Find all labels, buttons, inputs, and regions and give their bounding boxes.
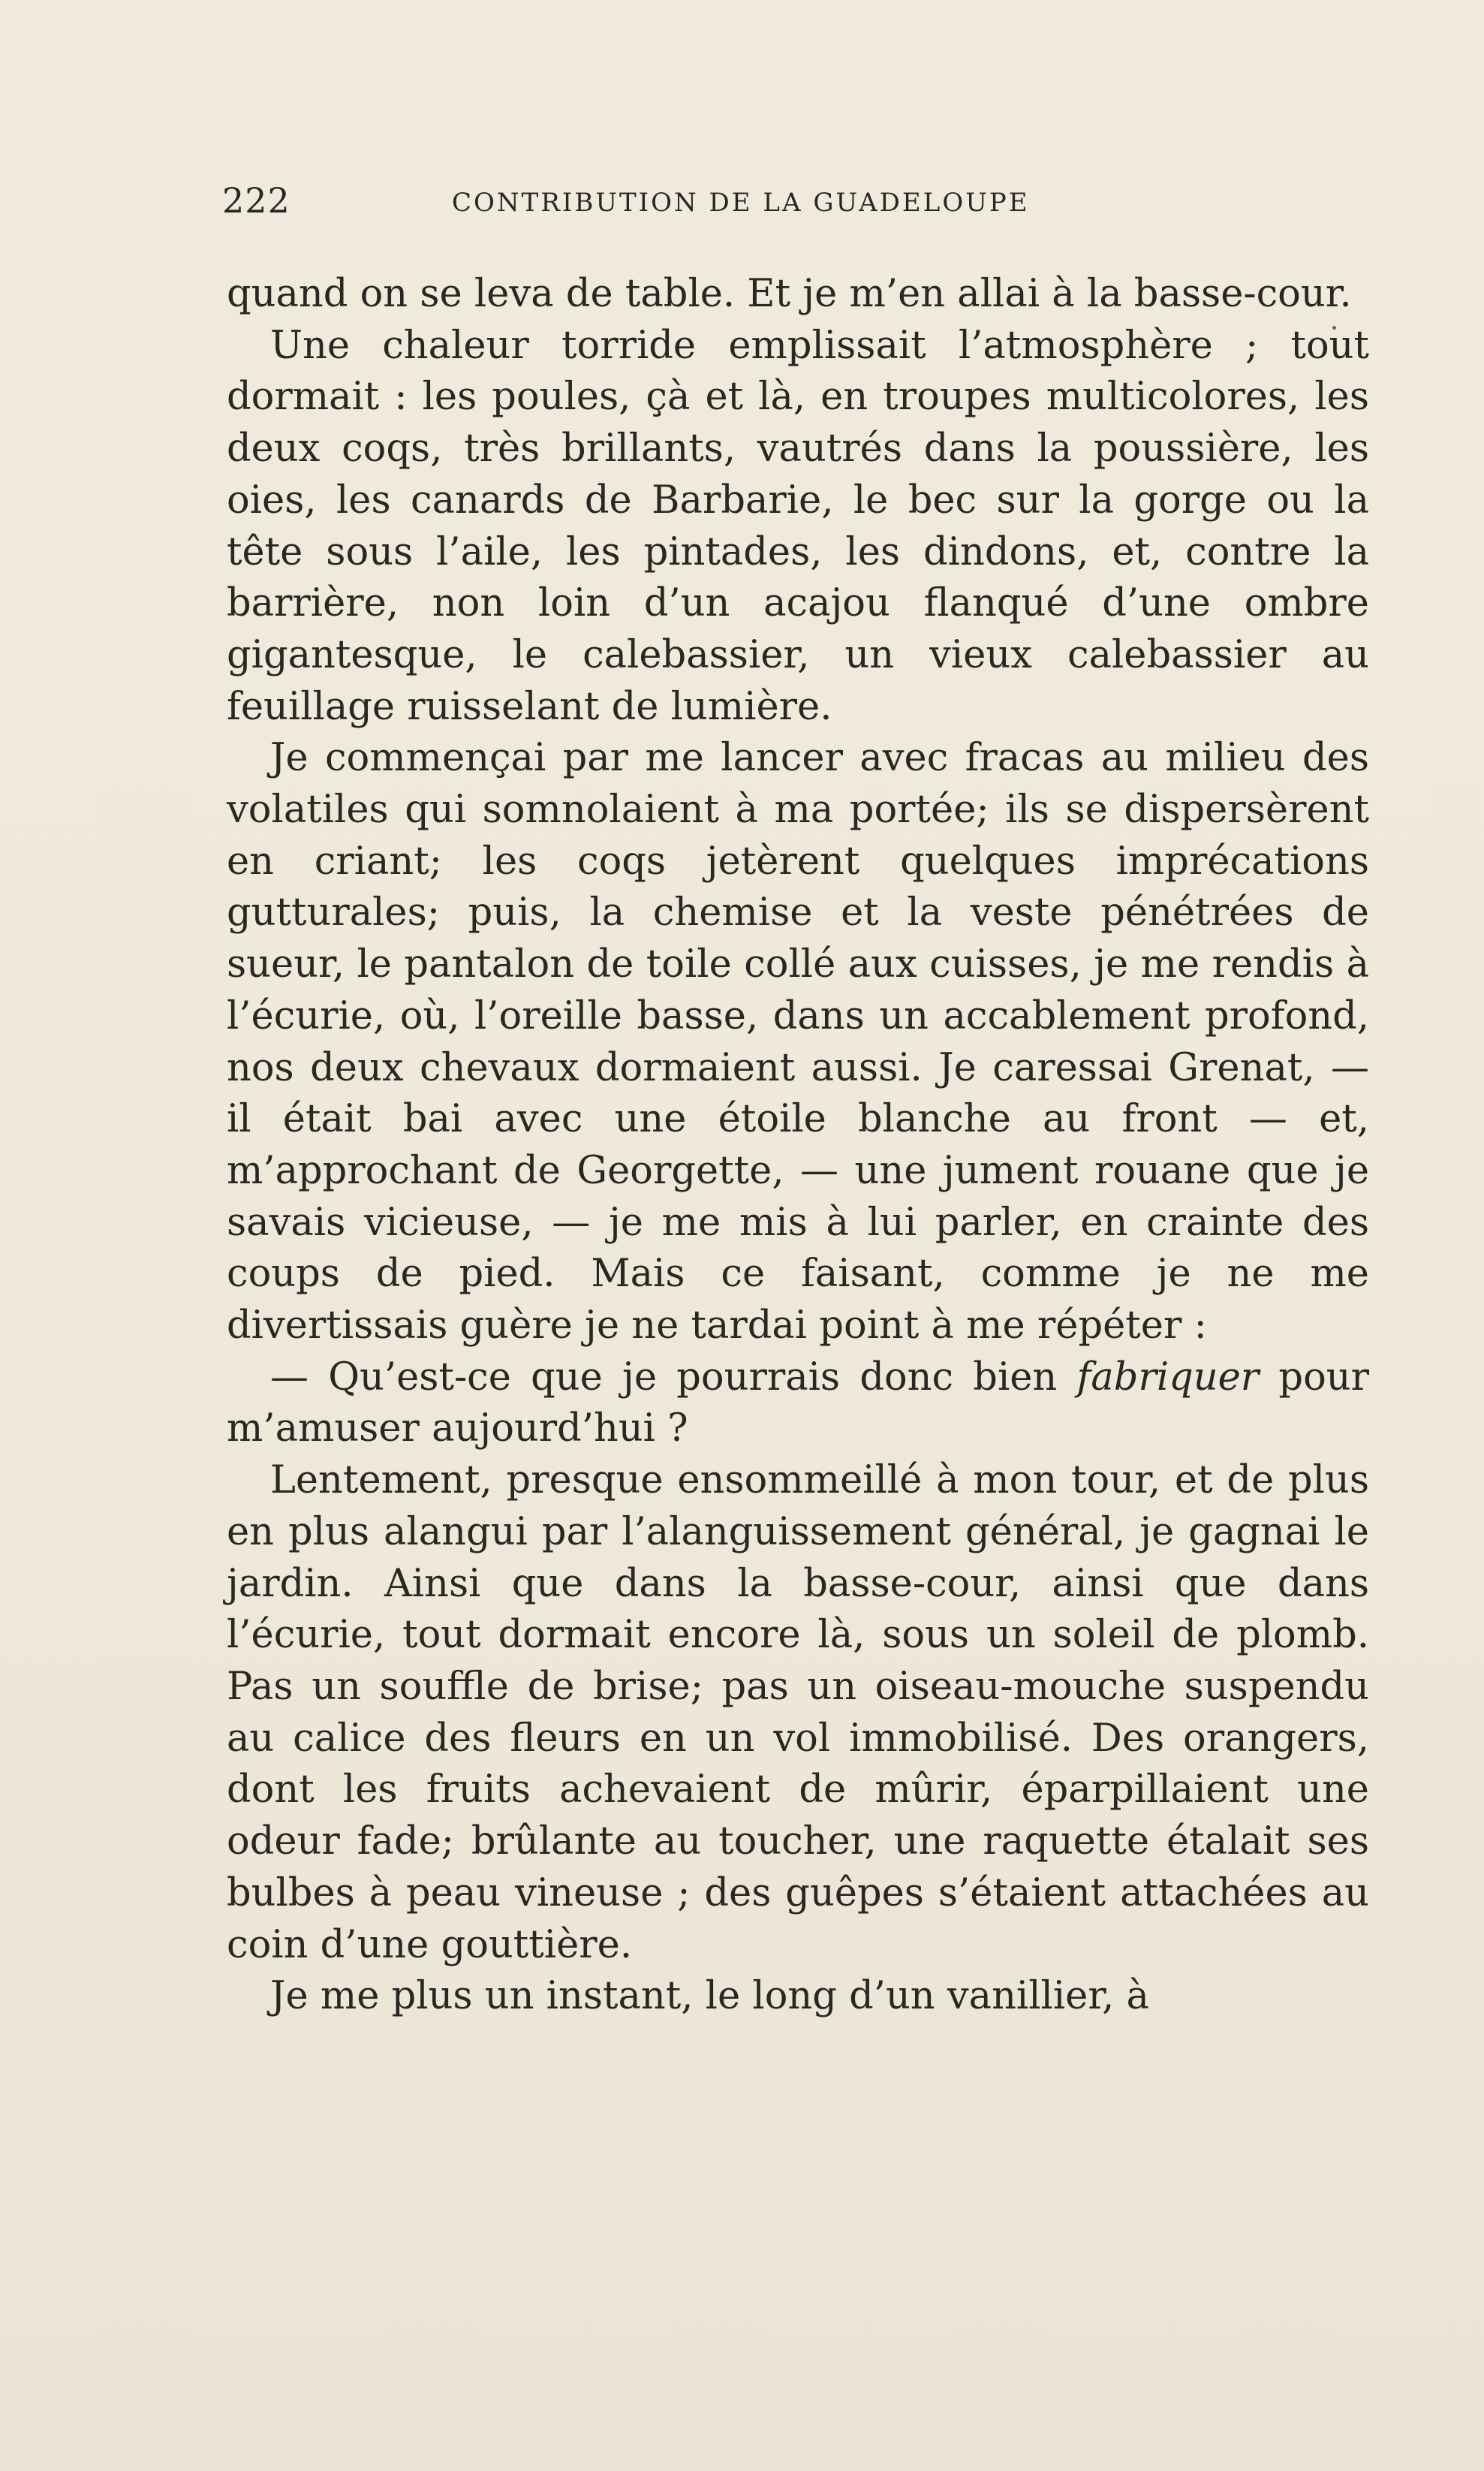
dialogue-italic-word: fabriquer <box>1076 1355 1260 1400</box>
dialogue-text-before: — Qu’est-ce que je pourrais donc bien <box>270 1355 1077 1400</box>
paragraph-4: Lentement, presque ensommeillé à mon tour, et de plus en plus alangui par l’alanguissement général, je gagnai le jardin. Ainsi que dans la basse-cour, ainsi que dans l’écurie, tout dormait encore là, sous un soleil de plomb. Pas un souffle de brise; pas un oiseau-mouche suspendu au calice des fleurs en un vol immobilisé. Des orangers, dont les fruits achevaient de mûrir, éparpillaient une odeur fade; brûlante au toucher, une raquette étalait ses bulbes à peau vineuse ; des guêpes s’étaient attachées au coin d’une gouttière. <box>227 1458 1369 1967</box>
dialogue-line <box>227 1352 1369 1455</box>
dialogue-text-after: pour m’amuser aujourd’hui ? <box>227 1355 1370 1451</box>
paragraph-1: quand on se leva de table. Et je m’en allai à la basse-cour. <box>227 272 1352 316</box>
body-text <box>227 269 1369 2023</box>
running-title: CONTRIBUTION DE LA GUADELOUPE <box>452 188 1030 218</box>
page-header <box>222 180 1378 225</box>
paragraph-2: Une chaleur torride emplissait l’atmosphère ; tout dormait : les poules, çà et là, en troupes multicolores, les deux coqs, très brillants, vautrés dans la poussière, les oies, les canards de Barbarie, le bec sur la gorge ou la tête sous l’aile, les pintades, les dindons, et, contre la barrière, non loin d’un acajou flanqué d’une ombre gigantesque, le calebassier, un vieux calebassier au feuillage ruisselant de lumière. <box>227 323 1369 729</box>
paragraph-3: Je commençai par me lancer avec fracas au milieu des volatiles qui somnolaient à ma portée; ils se dispersèrent en criant; les coqs jetèrent quelques imprécations gutturales; puis, la chemise et la veste pénétrées de sueur, le pantalon de toile collé aux cuisses, je me rendis à l’écurie, où, l’oreille basse, dans un accablement profond, nos deux chevaux dormaient aussi. Je caressai Grenat, — il était bai avec une étoile blanche au front — et, m’approchant de Georgette, — une jument rouane que je savais vicieuse, — je me mis à lui parler, en crainte des coups de pied. Mais ce faisant, comme je ne me divertissais guère je ne tardai point à me répéter : <box>227 736 1369 1349</box>
paragraph-5: Je me plus un instant, le long d’un vanillier, à <box>270 1974 1149 2019</box>
page-number: 222 <box>222 180 290 221</box>
